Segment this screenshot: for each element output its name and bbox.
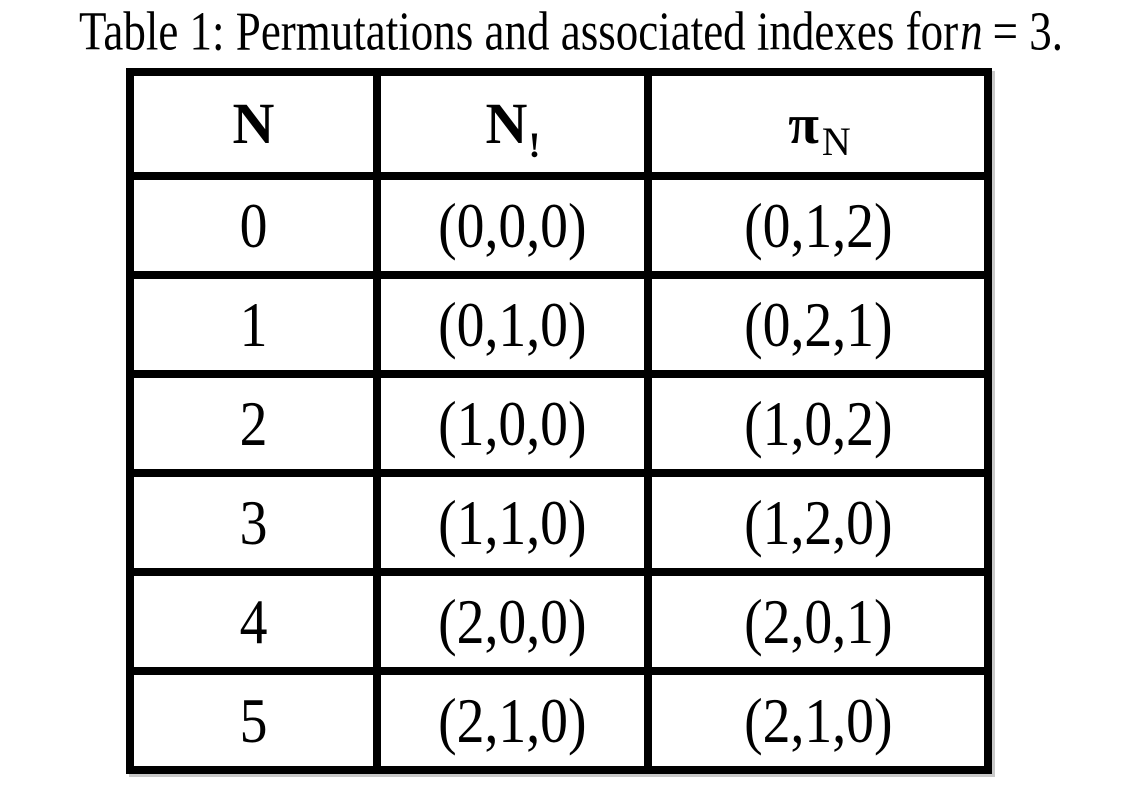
header-cell-pi-N <box>648 72 988 176</box>
header-cell-N-factorial <box>377 72 648 176</box>
cell-index: 0 <box>130 176 377 275</box>
header-Nf-base: N <box>485 91 528 156</box>
caption-prefix: Table 1: Permutations and associated indexes for <box>79 0 959 62</box>
cell-index: 4 <box>130 572 377 671</box>
header-cell-N <box>130 72 377 176</box>
permutation-table <box>126 68 992 774</box>
cell-permutation: (2,0,1) <box>648 572 988 671</box>
cell-permutation: (2,1,0) <box>648 671 988 770</box>
table-body <box>130 176 988 770</box>
cell-permutation: (0,1,2) <box>648 176 988 275</box>
cell-factoradic: (1,0,0) <box>377 374 648 473</box>
caption-variable-n: n <box>960 0 983 62</box>
cell-factoradic: (1,1,0) <box>377 473 648 572</box>
table-caption <box>0 2 1142 62</box>
cell-factoradic: (0,1,0) <box>377 275 648 374</box>
header-pi-base: π <box>788 94 819 156</box>
cell-permutation: (1,2,0) <box>648 473 988 572</box>
cell-index: 2 <box>130 374 377 473</box>
table-row <box>130 275 988 374</box>
table-row <box>130 473 988 572</box>
cell-factoradic: (2,1,0) <box>377 671 648 770</box>
cell-permutation: (1,0,2) <box>648 374 988 473</box>
table-row <box>130 671 988 770</box>
header-N-base: N <box>232 91 275 156</box>
cell-index: 5 <box>130 671 377 770</box>
header-row <box>130 72 988 176</box>
table-header <box>130 72 988 176</box>
cell-index: 3 <box>130 473 377 572</box>
cell-permutation: (0,2,1) <box>648 275 988 374</box>
table-row <box>130 176 988 275</box>
cell-index: 1 <box>130 275 377 374</box>
cell-factoradic: (0,0,0) <box>377 176 648 275</box>
table-row <box>130 572 988 671</box>
caption-suffix: = 3. <box>992 0 1063 62</box>
permutation-table-wrapper <box>126 68 992 774</box>
header-pi-subscript: N <box>821 119 851 164</box>
table-row <box>130 374 988 473</box>
cell-factoradic: (2,0,0) <box>377 572 648 671</box>
header-Nf-subscript: ! <box>528 125 541 165</box>
